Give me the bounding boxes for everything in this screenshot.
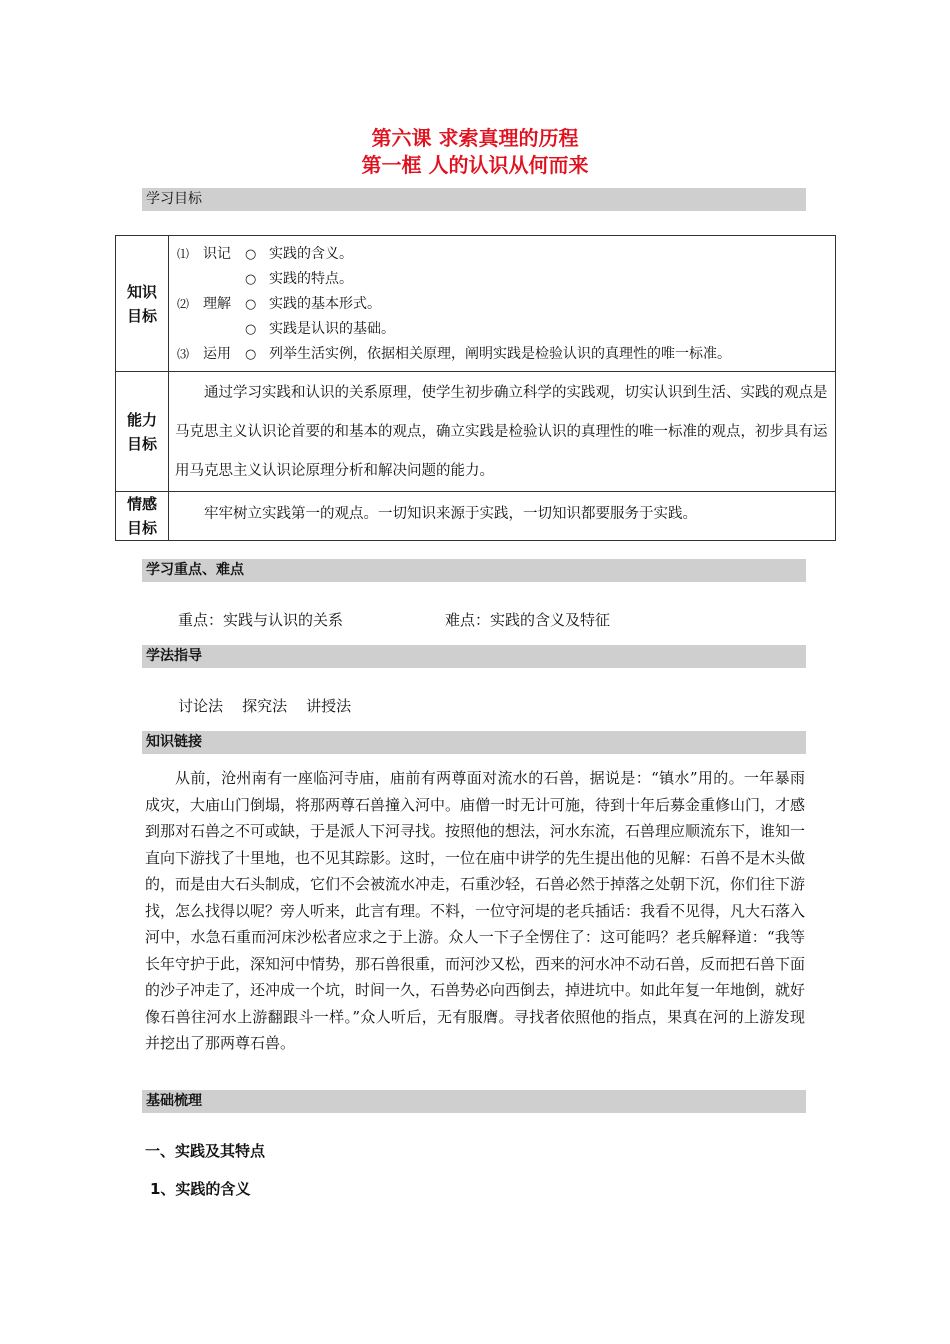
basics-bar: 基础梳理 — [142, 1090, 806, 1113]
circle-icon: ○ — [245, 322, 257, 337]
emotion-text: 牢牢树立实践第一的观点。一切知识来源于实践，一切知识都要服务于实践。 — [204, 506, 697, 522]
goals-table — [115, 235, 836, 541]
item-verb: 识记 — [203, 246, 231, 262]
item-number: ⑵ — [177, 297, 190, 311]
objectives-bar: 学习目标 — [142, 188, 806, 211]
method-bar: 学法指导 — [142, 645, 806, 668]
ability-goals — [169, 372, 836, 492]
heading-practice-meaning: 1、实践的含义 — [150, 1180, 251, 1198]
circle-icon: ○ — [245, 247, 257, 262]
difficult-point: 难点：实践的含义及特征 — [445, 611, 611, 629]
ability-head — [116, 372, 169, 492]
knowledge-item — [169, 342, 835, 367]
key-point: 重点：实践与认识的关系 — [178, 611, 344, 629]
item-number: ⑶ — [177, 347, 190, 361]
ability-head-text: 能力目标 — [126, 410, 157, 453]
story-text: 从前，沧州南有一座临河寺庙，庙前有两尊面对流水的石兽，据说是：“镇水”用的。一年暴雨成灾，大庙山门倒塌，将那两尊石兽撞入河中。庙僧一时无计可施，待到十年后募金重修山门，才感到那对石兽之不可或缺，于是派人下河寻找。按照他的想法，河水东流，石兽理应顺流东下，谁知一直向下游找了十里地，也不见其踪影。这时，一位在庙中讲学的先生提出他的见解：石兽不是木头做的，而是由大石头制成，它们不会被流水冲走，石重沙轻，石兽必然于掉落之处朝下沉，你们往下游找，怎么找得以呢？旁人听来，此言有理。不料，一位守河堤的老兵插话：我看不见得，凡大石落入河中，水急石重而河床沙松者应求之于上游。众人一下子全愣住了：这可能吗？老兵解释道：“我等长年守护于此，深知河中情势，那石兽很重，而河沙又松，西来的河水冲不动石兽，反而把石兽下面的沙子冲走了，还冲成一个坑，时间一久，石兽势必向西倒去，掉进坑中。如此年复一年地倒，就好像石兽往河水上游翻跟斗一样。”众人听后，无有服膺。寻找者依照他的指点，果真在河的上游发现并挖出了那两尊石兽。 — [145, 769, 806, 1052]
emotion-head — [116, 492, 169, 541]
knowledge-goals — [169, 236, 836, 372]
knowledge-head — [116, 236, 169, 372]
circle-icon: ○ — [245, 347, 257, 362]
item-number: ⑴ — [177, 247, 190, 261]
item-text: 实践的基本形式。 — [269, 296, 381, 312]
item-text: 实践是认识的基础。 — [269, 321, 395, 337]
item-text: 实践的特点。 — [269, 271, 353, 287]
knowledge-head-text: 知识目标 — [126, 282, 157, 325]
lesson-title: 第六课 求索真理的历程 — [371, 126, 579, 150]
circle-icon: ○ — [245, 272, 257, 287]
circle-icon: ○ — [245, 297, 257, 312]
knowledge-item — [169, 317, 835, 342]
ability-text: 通过学习实践和认识的关系原理，使学生初步确立科学的实践观，切实认识到生活、实践的观点是马克思主义认识论首要的和基本的观点，确立实践是检验认识的真理性的唯一标准的观点，初步具有运用马克思主义认识论原理分析和解决问题的能力。 — [175, 385, 828, 479]
knowledge-item — [169, 267, 835, 292]
item-text: 实践的含义。 — [269, 246, 353, 262]
item-verb: 运用 — [203, 346, 231, 362]
heading-practice: 一、实践及其特点 — [145, 1142, 266, 1160]
item-verb: 理解 — [203, 296, 231, 312]
item-text: 列举生活实例，依据相关原理，阐明实践是检验认识的真理性的唯一标准。 — [269, 346, 731, 362]
section-title: 第一框 人的认识从何而来 — [361, 153, 589, 177]
link-bar: 知识链接 — [142, 731, 806, 754]
knowledge-item — [169, 292, 835, 317]
emotion-head-text: 情感目标 — [126, 495, 157, 537]
key-points-bar: 学习重点、难点 — [142, 559, 806, 582]
knowledge-item — [169, 242, 835, 267]
method-text: 讨论法 探究法 讲授法 — [178, 697, 352, 715]
emotion-goals — [169, 492, 836, 541]
